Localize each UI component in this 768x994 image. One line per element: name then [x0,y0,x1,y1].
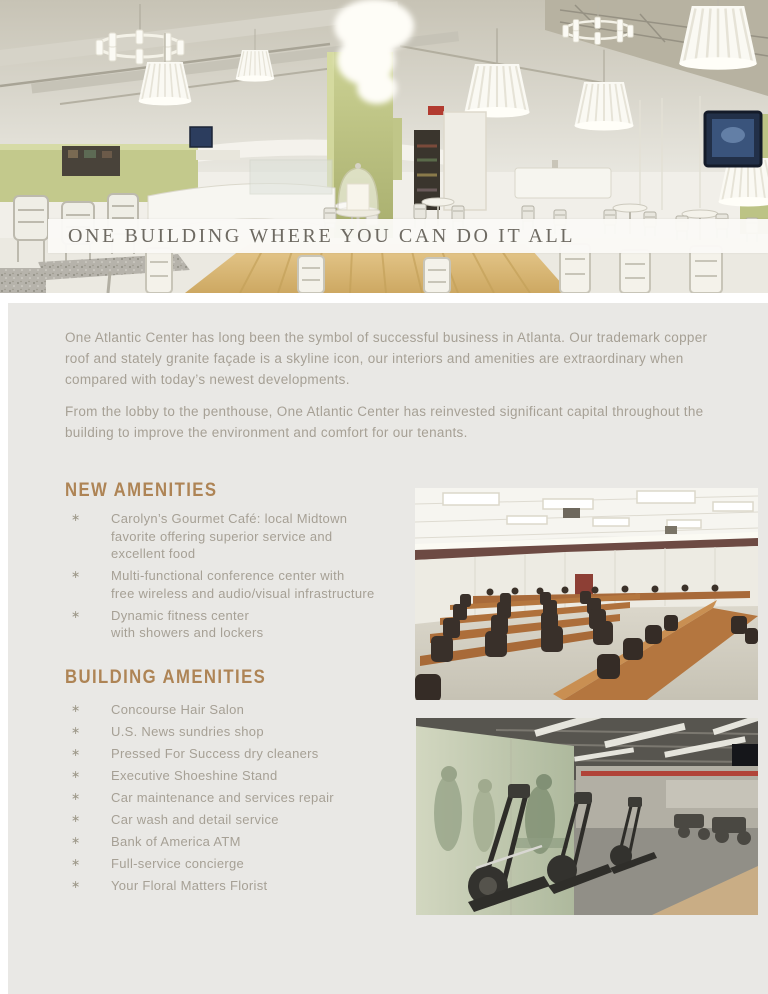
list-item-text: Executive Shoeshine Stand [111,768,278,783]
headline-banner [48,219,768,253]
list-item [65,877,405,895]
list-item [65,607,405,642]
bullet-star-icon: ∗ [71,813,81,825]
bullet-star-icon: ∗ [71,879,81,891]
list-item-text: Pressed For Success dry cleaners [111,746,319,761]
intro-paragraph-1: One Atlantic Center has long been the symbol of successful business in Atlanta. Our trademark copper roof and stately granite façade is a skyline icon, our interiors and amenities are extraordinary when compared with today’s newest developments. [65,330,708,387]
list-item-text: Dynamic fitness center with showers and lockers [111,607,264,640]
building-amenities-heading: BUILDING AMENITIES [65,667,267,688]
list-item [65,510,405,563]
list-item-text: Car maintenance and services repair [111,790,334,805]
intro-copy [65,327,725,454]
bullet-star-icon: ∗ [71,791,81,803]
building-amenities-list [65,701,405,899]
list-item [65,789,405,807]
list-item [65,767,405,785]
page-title: ONE BUILDING WHERE YOU CAN DO IT ALL [68,224,576,247]
list-item [65,811,405,829]
list-item-text: Bank of America ATM [111,834,241,849]
list-item [65,745,405,763]
new-amenities-list [65,510,405,646]
bullet-star-icon: ∗ [71,512,81,524]
list-item-text: Full-service concierge [111,856,245,871]
list-item-text: Multi-functional conference center with free wireless and audio/visual infrastructure [111,568,375,601]
conference-room-photo [415,488,758,700]
list-item [65,567,405,602]
content-band [8,303,768,994]
new-amenities-heading: NEW AMENITIES [65,480,218,501]
fitness-center-photo [416,718,758,915]
hero-photo-cafeteria [0,0,768,293]
list-item [65,855,405,873]
list-item [65,701,405,719]
list-item-text: U.S. News sundries shop [111,724,264,739]
list-item-text: Concourse Hair Salon [111,702,245,717]
list-item-text: Car wash and detail service [111,812,279,827]
bullet-star-icon: ∗ [71,769,81,781]
bullet-star-icon: ∗ [71,857,81,869]
bullet-star-icon: ∗ [71,835,81,847]
intro-paragraph-2: From the lobby to the penthouse, One Atlantic Center has reinvested significant capital throughout the building to improve the environment and comfort for our tenants. [65,404,704,440]
list-item [65,723,405,741]
bullet-star-icon: ∗ [71,703,81,715]
list-item [65,833,405,851]
bullet-star-icon: ∗ [71,608,81,621]
list-item-text: Carolyn’s Gourmet Café: local Midtown favorite offering superior service and excellent food [111,511,348,561]
list-item-text: Your Floral Matters Florist [111,878,268,893]
bullet-star-icon: ∗ [71,569,81,581]
bullet-star-icon: ∗ [71,725,81,737]
bullet-star-icon: ∗ [71,747,81,759]
